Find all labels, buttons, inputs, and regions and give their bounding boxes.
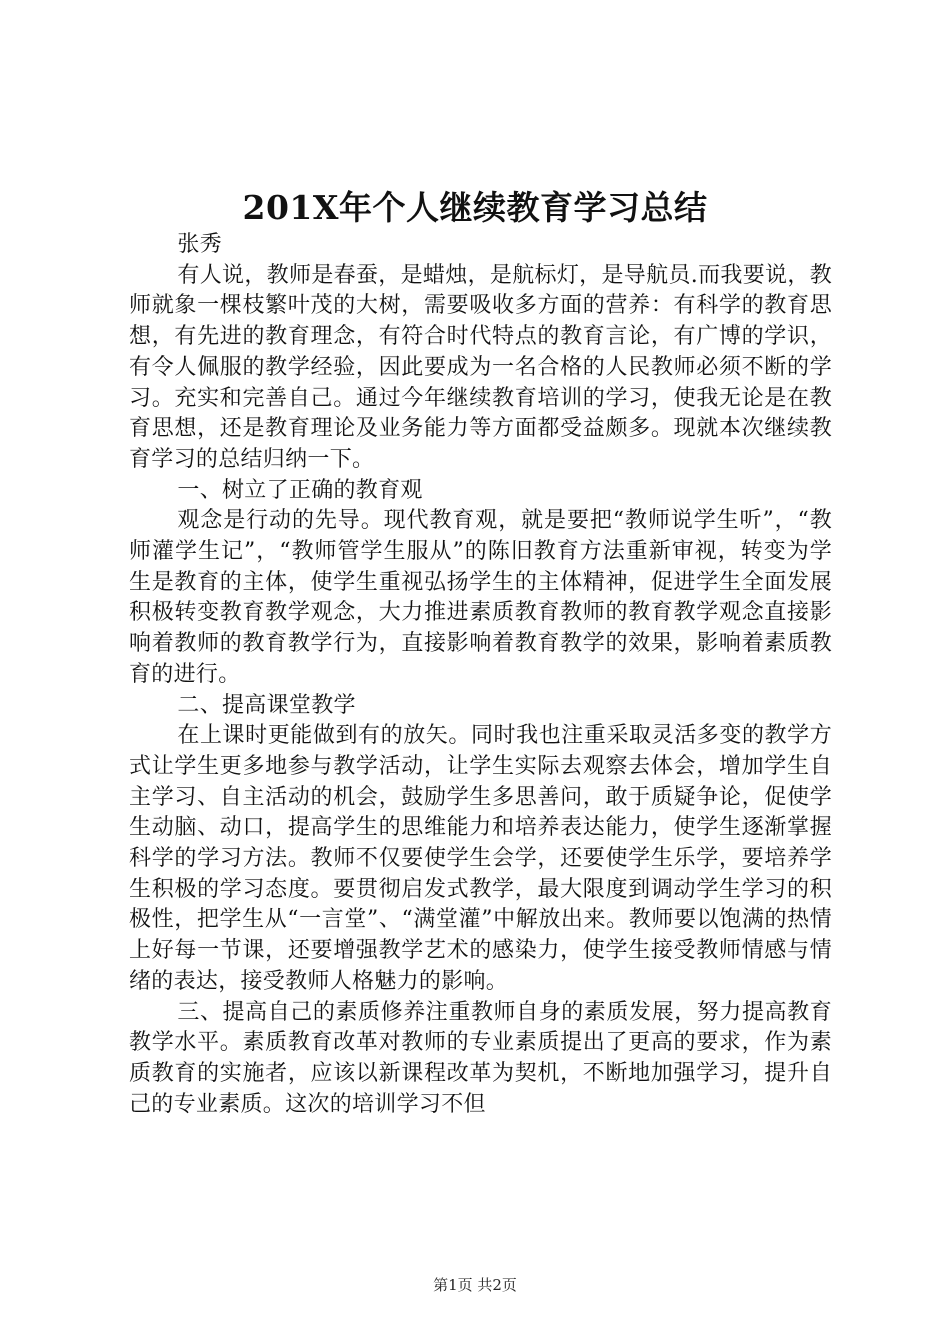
paragraph-intro: 有人说，教师是春蚕，是蜡烛，是航标灯，是导航员.而我要说，教师就象一棵枝繁叶茂的大树，需要吸收多方面的营养：有科学的教育思想，有先进的教育理念，有符合时代特点的教育言论，有广博的学识，有令人佩服的教学经验，因此要成为一名合格的人民教师必须不断的学习。充实和完善自己。通过今年继续教育培训的学习，使我无论是在教育思想，还是教育理论及业务能力等方面都受益颇多。现就本次继续教育学习的总结归纳一下。	[129, 262, 832, 472]
page-footer: 第1页 共2页	[433, 1276, 517, 1294]
paragraph-section-3: 三、提高自己的素质修养注重教师自身的素质发展，努力提高教育教学水平。素质教育改革对教师的专业素质提出了更高的要求，作为素质教育的实施者，应该以新课程改革为契机，不断地加强学习，提升自己的专业素质。这次的培训学习不但	[129, 999, 832, 1117]
document-title: 201X年个人继续教育学习总结	[242, 188, 708, 227]
paragraph-section-1: 观念是行动的先导。现代教育观，就是要把“教师说学生听”，“教师灌学生记”，“教师管学生服从”的陈旧教育方法重新审视，转变为学生是教育的主体，使学生重视弘扬学生的主体精神，促进学生全面发展积极转变教育教学观念，大力推进素质教育教师的教育教学观念直接影响着教师的教育教学行为，直接影响着教育教学的效果，影响着素质教育的进行。	[129, 508, 832, 687]
document-body	[129, 230, 832, 1120]
paragraph-section-2: 在上课时更能做到有的放矢。同时我也注重采取灵活多变的教学方式让学生更多地参与教学活动，让学生实际去观察去体会，增加学生自主学习、自主活动的机会，鼓励学生多思善问，敢于质疑争论，促使学生动脑、动口，提高学生的思维能力和培养表达能力，使学生逐渐掌握科学的学习方法。教师不仅要使学生会学，还要使学生乐学，要培养学生积极的学习态度。要贯彻启发式教学，最大限度到调动学生学习的积极性，把学生从“一言堂”、“满堂灌”中解放出来。教师要以饱满的热情上好每一节课，还要增强教学艺术的感染力，使学生接受教师情感与情绪的表达，接受教师人格魅力的影响。	[129, 723, 832, 994]
section-heading-2: 二、提高课堂教学	[177, 692, 356, 718]
author-line: 张秀	[177, 232, 222, 257]
section-heading-1: 一、树立了正确的教育观	[177, 477, 423, 503]
